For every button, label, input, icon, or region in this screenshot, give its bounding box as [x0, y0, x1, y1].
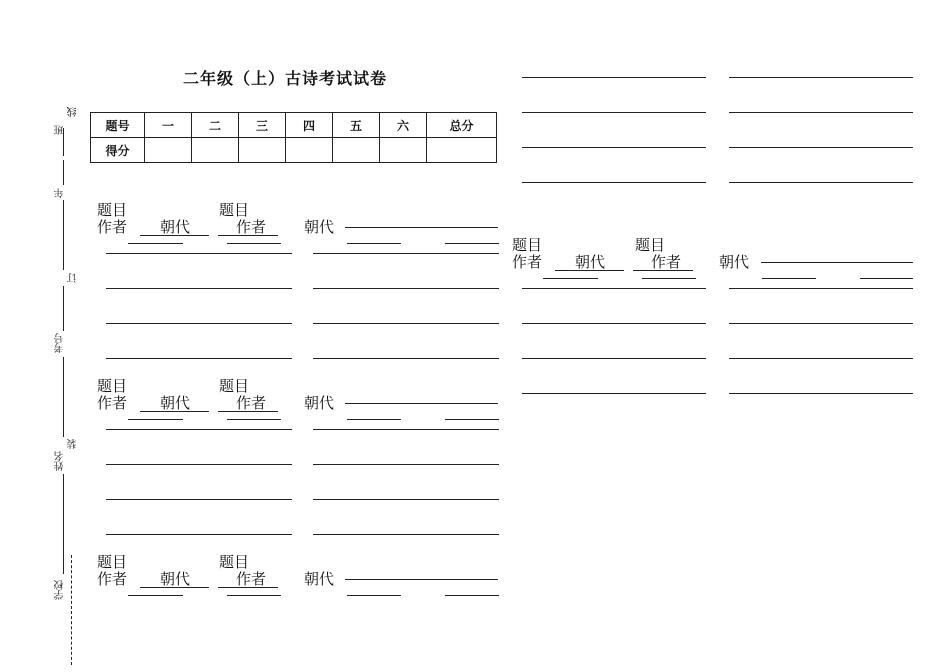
answer-line[interactable]	[729, 182, 913, 183]
poem-author-label: 作者	[218, 219, 278, 236]
answer-line[interactable]	[522, 112, 706, 113]
answer-line[interactable]	[522, 323, 706, 324]
poem-author-label: 作者	[97, 218, 128, 236]
blank-line[interactable]	[227, 243, 281, 244]
poem-title-label: 题目	[97, 553, 128, 571]
blank-line[interactable]	[128, 419, 183, 420]
answer-line[interactable]	[729, 358, 913, 359]
poem-title-label: 题目	[635, 236, 666, 254]
answer-line[interactable]	[729, 393, 913, 394]
score-col-6: 六	[380, 113, 427, 138]
margin-label-exam-number: 考号	[55, 333, 66, 353]
blank-line[interactable]	[445, 419, 499, 420]
score-cell[interactable]	[145, 138, 192, 163]
answer-line[interactable]	[729, 147, 913, 148]
answer-line[interactable]	[313, 288, 499, 289]
blank-line[interactable]	[642, 278, 696, 279]
score-cell[interactable]	[286, 138, 333, 163]
answer-line[interactable]	[106, 534, 292, 535]
poem-dynasty-label: 朝代	[304, 218, 335, 236]
answer-line[interactable]	[313, 499, 499, 500]
score-cell[interactable]	[333, 138, 380, 163]
margin-label-grade: 年	[55, 188, 66, 198]
binding-line-6	[63, 474, 64, 574]
answer-line[interactable]	[522, 182, 706, 183]
binding-line-5	[63, 357, 64, 437]
binding-dash-line	[71, 555, 72, 665]
poem-dynasty-line[interactable]	[761, 262, 913, 263]
score-table	[90, 112, 497, 163]
poem-dynasty-label: 朝代	[140, 219, 209, 236]
blank-line[interactable]	[128, 595, 183, 596]
answer-line[interactable]	[313, 429, 499, 430]
poem-dynasty-line[interactable]	[345, 579, 498, 580]
answer-line[interactable]	[522, 147, 706, 148]
answer-line[interactable]	[729, 323, 913, 324]
poem-dynasty-label: 朝代	[555, 254, 624, 271]
answer-line[interactable]	[522, 358, 706, 359]
answer-line[interactable]	[106, 429, 292, 430]
answer-line[interactable]	[729, 288, 913, 289]
score-cell[interactable]	[427, 138, 497, 163]
answer-line[interactable]	[313, 534, 499, 535]
exam-title: 二年级（上）古诗考试试卷	[183, 69, 388, 88]
poem-author-label: 作者	[97, 394, 128, 412]
score-col-total: 总分	[427, 113, 497, 138]
answer-line[interactable]	[106, 358, 292, 359]
blank-line[interactable]	[860, 278, 913, 279]
poem-dynasty-line[interactable]	[345, 227, 498, 228]
score-cell[interactable]	[239, 138, 286, 163]
poem-author-label: 作者	[512, 253, 543, 271]
score-cell[interactable]	[192, 138, 239, 163]
answer-line[interactable]	[313, 253, 499, 254]
poem-dynasty-line[interactable]	[345, 403, 498, 404]
poem-title-label: 题目	[97, 201, 128, 219]
answer-line[interactable]	[729, 77, 913, 78]
answer-line[interactable]	[729, 112, 913, 113]
poem-author-label: 作者	[218, 395, 278, 412]
poem-dynasty-label: 朝代	[140, 395, 209, 412]
poem-title-label: 题目	[219, 553, 250, 571]
poem-title-label: 题目	[97, 377, 128, 395]
answer-line[interactable]	[106, 499, 292, 500]
blank-line[interactable]	[347, 419, 401, 420]
margin-label-bind: 装	[68, 439, 79, 449]
answer-line[interactable]	[313, 464, 499, 465]
score-table-row-header: 得分	[91, 138, 145, 163]
poem-dynasty-label: 朝代	[304, 394, 335, 412]
answer-line[interactable]	[106, 288, 292, 289]
score-table-header-row	[91, 113, 497, 138]
score-col-1: 一	[145, 113, 192, 138]
blank-line[interactable]	[128, 243, 183, 244]
blank-line[interactable]	[347, 243, 401, 244]
answer-line[interactable]	[106, 253, 292, 254]
margin-label-school: 学校	[55, 580, 66, 600]
margin-label-staple: 订	[68, 273, 79, 283]
score-table-row-header: 题号	[91, 113, 145, 138]
margin-label-name: 姓名	[55, 451, 66, 471]
poem-title-label: 题目	[219, 201, 250, 219]
poem-author-label: 作者	[218, 571, 278, 588]
answer-line[interactable]	[106, 464, 292, 465]
margin-label-line: 线	[68, 107, 79, 117]
blank-line[interactable]	[227, 419, 281, 420]
binding-line-3	[63, 200, 64, 270]
score-table-score-row	[91, 138, 497, 163]
score-col-5: 五	[333, 113, 380, 138]
blank-line[interactable]	[227, 595, 281, 596]
answer-line[interactable]	[522, 288, 706, 289]
score-col-4: 四	[286, 113, 333, 138]
score-col-2: 二	[192, 113, 239, 138]
poem-author-label: 作者	[97, 570, 128, 588]
score-col-3: 三	[239, 113, 286, 138]
binding-line-4	[63, 286, 64, 331]
poem-dynasty-label: 朝代	[719, 253, 750, 271]
answer-line[interactable]	[106, 323, 292, 324]
answer-line[interactable]	[522, 77, 706, 78]
blank-line[interactable]	[347, 595, 401, 596]
score-cell[interactable]	[380, 138, 427, 163]
blank-line[interactable]	[762, 278, 816, 279]
blank-line[interactable]	[445, 595, 499, 596]
poem-title-label: 题目	[512, 236, 543, 254]
answer-line[interactable]	[522, 393, 706, 394]
poem-dynasty-label: 朝代	[140, 571, 209, 588]
blank-line[interactable]	[543, 278, 598, 279]
poem-author-label: 作者	[633, 254, 693, 271]
poem-title-label: 题目	[219, 377, 250, 395]
blank-line[interactable]	[445, 243, 499, 244]
answer-line[interactable]	[313, 323, 499, 324]
answer-line[interactable]	[313, 358, 499, 359]
binding-line-2	[63, 160, 64, 185]
poem-dynasty-label: 朝代	[304, 570, 335, 588]
margin-label-class: 班	[55, 125, 66, 135]
